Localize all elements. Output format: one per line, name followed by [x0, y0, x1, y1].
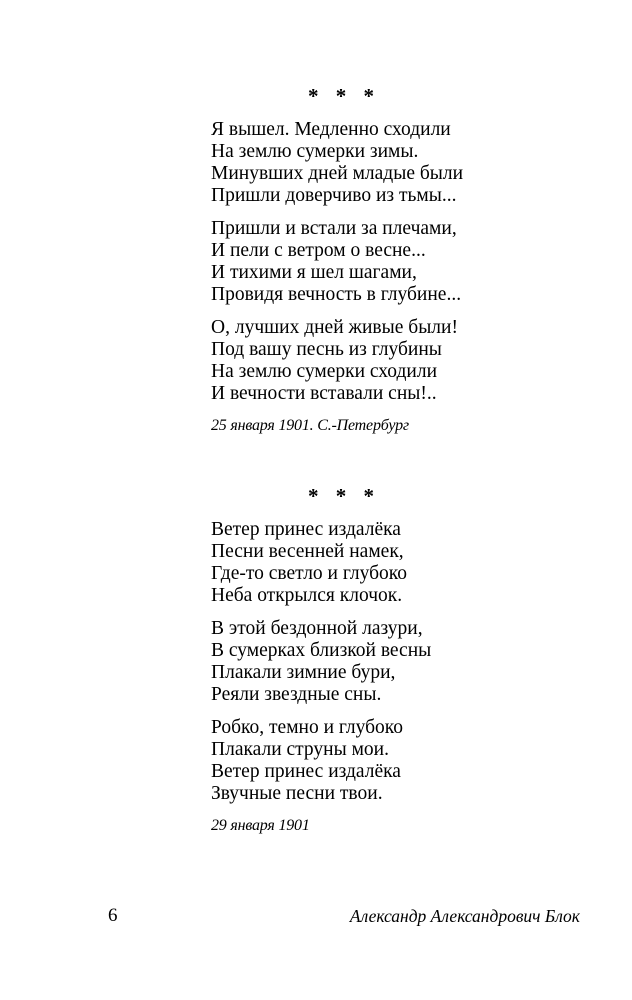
verse-line: Робко, темно и глубоко — [211, 717, 404, 738]
verse-line: Провидя вечность в глубине... — [211, 284, 462, 305]
verse-line: Плакали струны мои. — [211, 739, 389, 760]
poem-1 — [211, 86, 591, 436]
verse-line: На землю сумерки зимы. — [211, 141, 419, 162]
verse-line: Реяли звездные сны. — [211, 684, 382, 705]
running-head-author: Александр Александрович Блок — [349, 906, 580, 926]
verse-line: В сумерках близкой весны — [211, 640, 432, 661]
verse-line: В этой бездонной лазури, — [211, 618, 423, 639]
verse-line: Ветер принес издалёка — [211, 519, 401, 540]
verse-line: Звучные песни твои. — [211, 783, 383, 804]
poem-date: 29 января 1901 — [211, 817, 310, 834]
verse-line: И тихими я шел шагами, — [211, 262, 417, 283]
verse-line: И вечности вставали сны!.. — [211, 383, 437, 404]
page-footer — [0, 905, 632, 927]
verse-line: На землю сумерки сходили — [211, 361, 438, 382]
verse-line: Пришли и встали за плечами, — [211, 218, 457, 239]
poem-date: 25 января 1901. С.-Петербург — [211, 417, 409, 434]
section-marker: * * * — [308, 484, 380, 508]
verse-line: О, лучших дней живые были! — [211, 317, 458, 338]
stanza-3 — [211, 717, 591, 805]
stanza-1 — [211, 119, 591, 207]
verse-line: Минувших дней младые были — [211, 163, 464, 184]
stanza-3 — [211, 317, 591, 405]
verse-line: Пришли доверчиво из тьмы... — [211, 185, 457, 206]
verse-line: Где-то светло и глубоко — [211, 563, 408, 584]
verse-line: Неба открылся клочок. — [211, 585, 403, 606]
poem-2 — [211, 486, 591, 836]
page-number: 6 — [108, 905, 118, 926]
section-marker: * * * — [308, 84, 380, 108]
stanza-2 — [211, 618, 591, 706]
verse-line: Плакали зимние бури, — [211, 662, 396, 683]
verse-line: Песни весенней намек, — [211, 541, 404, 562]
verse-line: Ветер принес издалёка — [211, 761, 401, 782]
stanza-2 — [211, 218, 591, 306]
verse-line: Под вашу песнь из глубины — [211, 339, 442, 360]
stanza-1 — [211, 519, 591, 607]
verse-line: И пели с ветром о весне... — [211, 240, 426, 261]
verse-line: Я вышел. Медленно сходили — [211, 119, 451, 140]
